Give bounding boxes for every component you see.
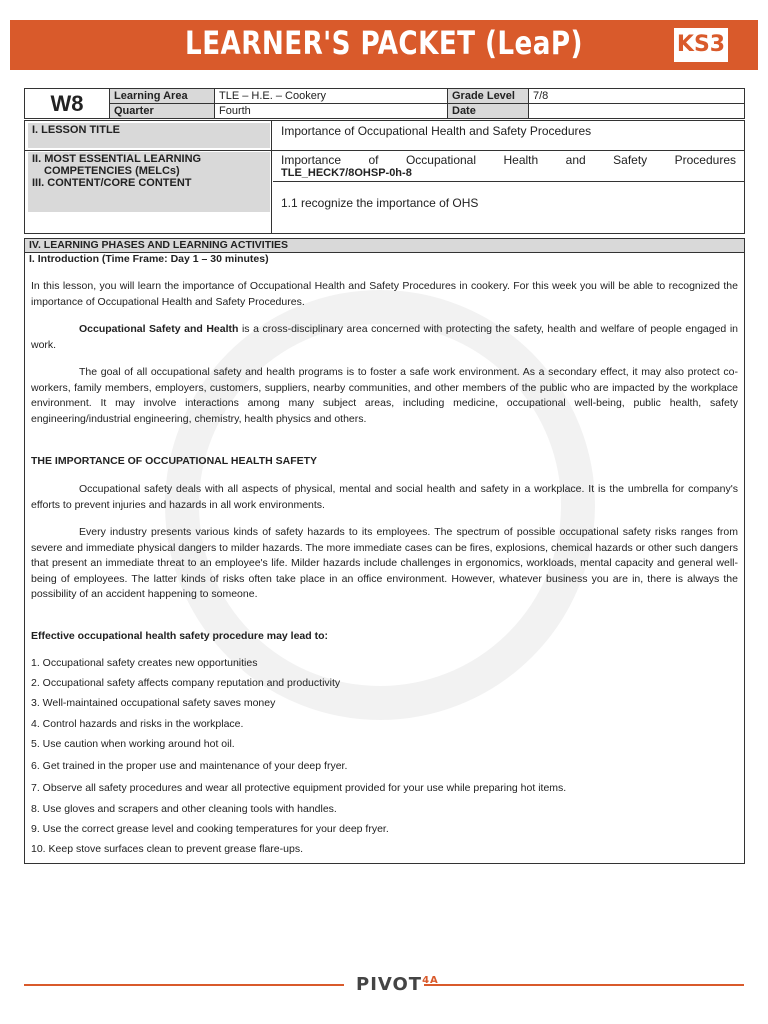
list-item: 3. Well-maintained occupational safety saves money	[31, 697, 276, 709]
list-item: 8. Use gloves and scrapers and other cleaning tools with handles.	[31, 803, 337, 815]
melcs-label-line2: COMPETENCIES (MELCs)	[44, 165, 180, 177]
divider	[25, 150, 744, 151]
paragraph-occupational-safety: Occupational safety deals with all aspects of physical, mental and social health and safety in a workplace. It is the umbrella for company's efforts to prevent injuries and hazards in all work environments.	[31, 483, 738, 511]
week-label: W8	[25, 89, 110, 119]
divider	[271, 121, 272, 233]
date-value	[529, 104, 745, 119]
intro-header: I. Introduction (Time Frame: Day 1 – 30 minutes)	[29, 253, 269, 265]
paragraph-intro: In this lesson, you will learn the importance of Occupational Health and Safety Procedures in cookery. For this week you will be able to recognized the importance of Occupational Health and Safety Procedures.	[31, 280, 738, 308]
lesson-title-value: Importance of Occupational Health and Safety Procedures	[281, 124, 592, 138]
date-label: Date	[448, 104, 529, 119]
paragraph-goal: The goal of all occupational safety and health programs is to foster a safe work environment. As a secondary effect, it may also protect co-workers, family members, employers, customers, suppliers, nearby communities, and other members of the public who are impacted by the workplace environment. It may involve interactions among many subject areas, including medicine, occupational well-being, public health, safety engineering/industrial engineering, chemistry, health physics and others.	[31, 366, 738, 425]
ks3-badge: KS3	[674, 28, 728, 62]
list-item: 4. Control hazards and risks in the workplace.	[31, 718, 244, 730]
lesson-title-label: I. LESSON TITLE	[28, 123, 270, 148]
list-item: 6. Get trained in the proper use and maintenance of your deep fryer.	[31, 760, 348, 772]
list-item: 5. Use caution when working around hot oil.	[31, 738, 235, 750]
list-item: 2. Occupational safety affects company reputation and productivity	[31, 677, 341, 689]
banner	[0, 20, 768, 70]
paragraph-ohs-definition	[31, 322, 738, 353]
content-value: 1.1 recognize the importance of OHS	[281, 196, 479, 210]
quarter-value: Fourth	[215, 104, 448, 119]
list-item: 7. Observe all safety procedures and wear all protective equipment provided for your use while preparing hot items.	[31, 782, 567, 794]
list-item: 1. Occupational safety creates new opportunities	[31, 657, 258, 669]
footer-line-right	[424, 984, 744, 986]
quarter-label: Quarter	[110, 104, 215, 119]
melcs-code: TLE_HECK7/8OHSP-0h-8	[281, 167, 412, 179]
content-label: III. CONTENT/CORE CONTENT	[32, 177, 192, 189]
header-table	[24, 88, 745, 119]
grade-level-label: Grade Level	[448, 89, 529, 104]
lesson-info-box	[24, 120, 745, 234]
phases-header: IV. LEARNING PHASES AND LEARNING ACTIVITIES	[25, 239, 744, 253]
learning-phases-box	[24, 238, 745, 864]
list-item: 10. Keep stove surfaces clean to prevent grease flare-ups.	[31, 843, 303, 855]
pivot-logo-text: PIVOT	[356, 974, 423, 995]
learning-area-label: Learning Area	[110, 89, 215, 104]
pivot-logo-suffix: 4A	[422, 975, 439, 986]
section-title: THE IMPORTANCE OF OCCUPATIONAL HEALTH SAFETY	[31, 455, 318, 467]
list-item: 9. Use the correct grease level and cooking temperatures for your deep fryer.	[31, 823, 389, 835]
pivot-logo	[356, 974, 439, 995]
learning-area-value: TLE – H.E. – Cookery	[215, 89, 448, 104]
ohs-definition: is a cross-disciplinary area concerned with protecting the safety, health and welfare of people engaged in work.	[31, 323, 738, 351]
divider	[273, 181, 744, 182]
ohs-term: Occupational Safety and Health	[79, 323, 239, 335]
footer-line-left	[24, 984, 344, 986]
banner-title: LEARNER'S PACKET (LeaP)	[185, 24, 583, 62]
grade-level-value: 7/8	[529, 89, 745, 104]
melcs-label	[28, 152, 270, 212]
melcs-label-line1: II. MOST ESSENTIAL LEARNING	[32, 153, 202, 165]
paragraph-hazards: Every industry presents various kinds of safety hazards to its employees. The spectrum of possible occupational safety risks ranges from severe and immediate physical dangers to milder hazards. The more immediate cases can be fires, explosions, chemical hazards or other such dangers that present an immediate threat to an employee's life. Milder hazards include challenges in ergonomics, workloads, mental capacity and general well-being of employees. The latter kinds of risks often take place in an office environment. However, whatever business you are in, there is always the possibility of an accident happening to someone.	[31, 526, 738, 600]
list-title: Effective occupational health safety procedure may lead to:	[31, 630, 328, 642]
melcs-value: Importance of Occupational Health and Safety Procedures	[281, 153, 736, 167]
